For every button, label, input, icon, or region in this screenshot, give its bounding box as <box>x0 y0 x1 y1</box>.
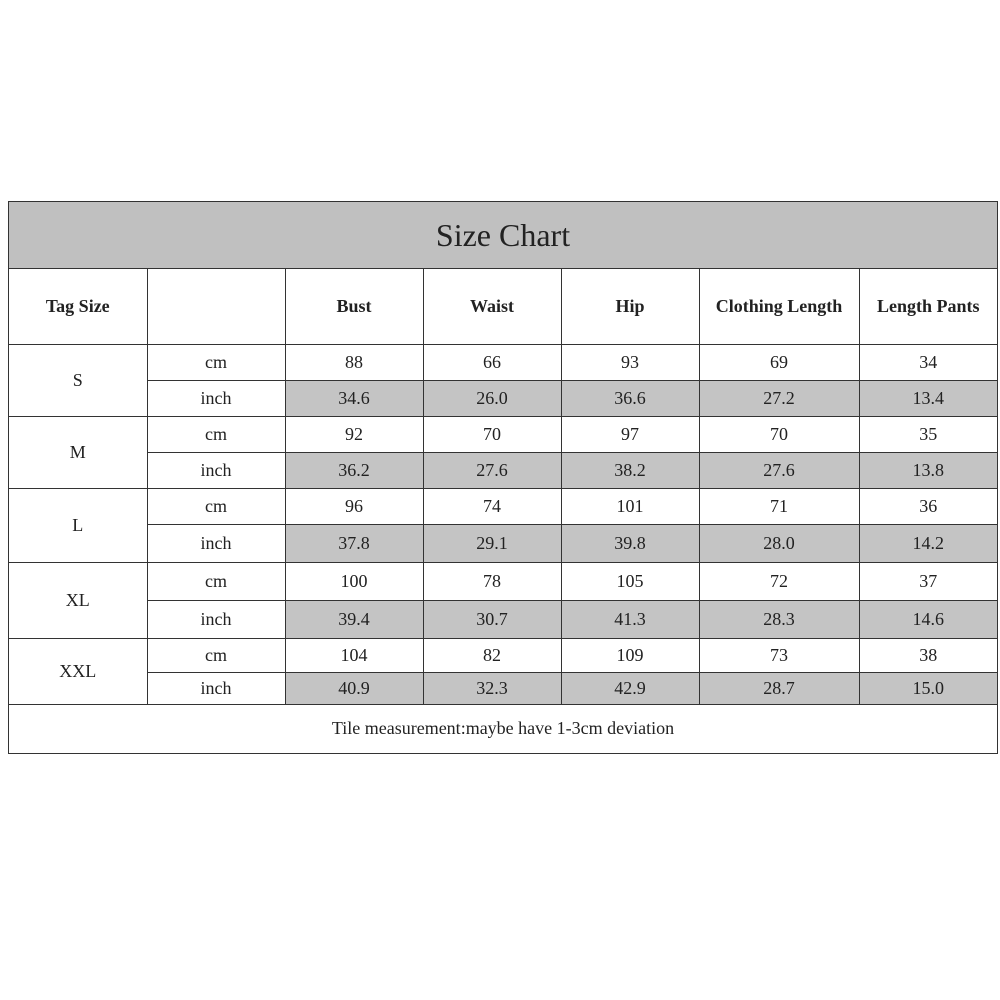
unit-inch-label: inch <box>147 600 285 638</box>
header-waist: Waist <box>423 269 561 344</box>
inch-value-cell: 39.8 <box>561 524 699 562</box>
table-row <box>9 344 997 380</box>
inch-value-cell: 14.6 <box>859 600 997 638</box>
inch-value-cell: 37.8 <box>285 524 423 562</box>
cm-value-cell: 97 <box>561 416 699 452</box>
inch-value-cell: 29.1 <box>423 524 561 562</box>
inch-value-cell: 32.3 <box>423 672 561 704</box>
unit-cm-label: cm <box>147 488 285 524</box>
header-clothing-length: Clothing Length <box>699 269 859 344</box>
cm-value-cell: 71 <box>699 488 859 524</box>
cm-value-cell: 38 <box>859 638 997 672</box>
header-hip: Hip <box>561 269 699 344</box>
note-row <box>9 705 997 753</box>
inch-value-cell: 13.8 <box>859 452 997 488</box>
cm-value-cell: 93 <box>561 344 699 380</box>
cm-value-cell: 88 <box>285 344 423 380</box>
inch-value-cell: 27.2 <box>699 380 859 416</box>
unit-inch-label: inch <box>147 452 285 488</box>
cm-value-cell: 92 <box>285 416 423 452</box>
header-row <box>9 269 997 344</box>
tag-size-cell: XXL <box>9 638 147 704</box>
deviation-note: Tile measurement:maybe have 1-3cm deviation <box>331 718 675 738</box>
size-chart <box>8 201 998 754</box>
inch-value-cell: 36.6 <box>561 380 699 416</box>
inch-value-cell: 42.9 <box>561 672 699 704</box>
inch-value-cell: 36.2 <box>285 452 423 488</box>
unit-inch-label: inch <box>147 380 285 416</box>
inch-value-cell: 34.6 <box>285 380 423 416</box>
cm-value-cell: 69 <box>699 344 859 380</box>
cm-value-cell: 66 <box>423 344 561 380</box>
cm-value-cell: 74 <box>423 488 561 524</box>
cm-value-cell: 105 <box>561 562 699 600</box>
cm-value-cell: 109 <box>561 638 699 672</box>
cm-value-cell: 36 <box>859 488 997 524</box>
inch-value-cell: 27.6 <box>699 452 859 488</box>
inch-value-cell: 15.0 <box>859 672 997 704</box>
header-unit <box>147 269 285 344</box>
cm-value-cell: 73 <box>699 638 859 672</box>
size-table <box>9 269 997 705</box>
header-tag-size: Tag Size <box>9 269 147 344</box>
unit-inch-label: inch <box>147 672 285 704</box>
inch-value-cell: 28.3 <box>699 600 859 638</box>
cm-value-cell: 82 <box>423 638 561 672</box>
tag-size-cell: M <box>9 416 147 488</box>
cm-value-cell: 34 <box>859 344 997 380</box>
inch-value-cell: 14.2 <box>859 524 997 562</box>
table-row <box>9 488 997 524</box>
table-row <box>9 452 997 488</box>
cm-value-cell: 70 <box>699 416 859 452</box>
inch-value-cell: 40.9 <box>285 672 423 704</box>
table-row <box>9 380 997 416</box>
table-row <box>9 524 997 562</box>
inch-value-cell: 28.7 <box>699 672 859 704</box>
inch-value-cell: 28.0 <box>699 524 859 562</box>
table-row <box>9 600 997 638</box>
inch-value-cell: 27.6 <box>423 452 561 488</box>
table-row <box>9 672 997 704</box>
inch-value-cell: 13.4 <box>859 380 997 416</box>
unit-cm-label: cm <box>147 562 285 600</box>
cm-value-cell: 96 <box>285 488 423 524</box>
table-row <box>9 562 997 600</box>
unit-cm-label: cm <box>147 344 285 380</box>
inch-value-cell: 30.7 <box>423 600 561 638</box>
cm-value-cell: 35 <box>859 416 997 452</box>
header-bust: Bust <box>285 269 423 344</box>
size-chart-title <box>9 202 997 269</box>
unit-cm-label: cm <box>147 416 285 452</box>
note-table <box>9 705 997 753</box>
header-length-pants: Length Pants <box>859 269 997 344</box>
inch-value-cell: 39.4 <box>285 600 423 638</box>
inch-value-cell: 26.0 <box>423 380 561 416</box>
tag-size-cell: L <box>9 488 147 562</box>
inch-value-cell: 38.2 <box>561 452 699 488</box>
unit-cm-label: cm <box>147 638 285 672</box>
unit-inch-label: inch <box>147 524 285 562</box>
table-row <box>9 416 997 452</box>
cm-value-cell: 104 <box>285 638 423 672</box>
inch-value-cell: 41.3 <box>561 600 699 638</box>
cm-value-cell: 70 <box>423 416 561 452</box>
cm-value-cell: 37 <box>859 562 997 600</box>
cm-value-cell: 78 <box>423 562 561 600</box>
cm-value-cell: 72 <box>699 562 859 600</box>
size-chart-title-text: Size Chart <box>435 216 571 253</box>
cm-value-cell: 100 <box>285 562 423 600</box>
table-row <box>9 638 997 672</box>
tag-size-cell: S <box>9 344 147 416</box>
tag-size-cell: XL <box>9 562 147 638</box>
cm-value-cell: 101 <box>561 488 699 524</box>
